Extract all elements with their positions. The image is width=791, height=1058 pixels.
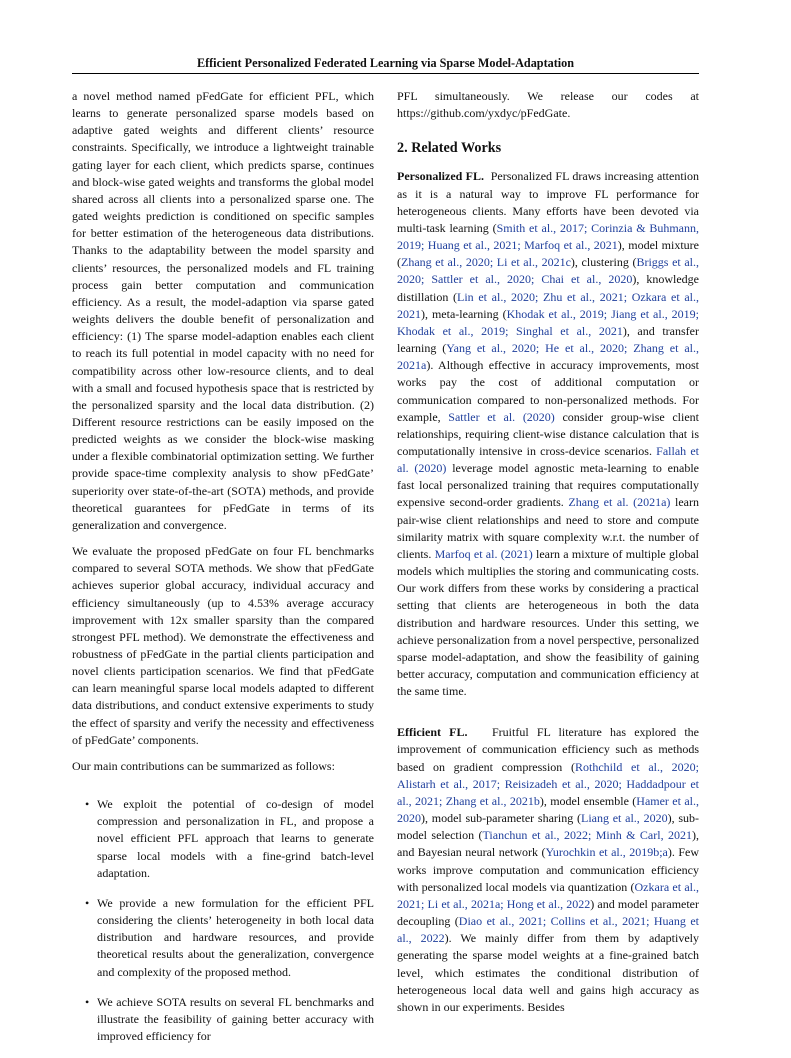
- citation-link[interactable]: Ozkara et al., 2021; Li et al., 2021a; Hong et al., 2022: [397, 879, 699, 911]
- pfl-text: consider group-wise client relationships, requiring client-wise distance calculation that is computationally intensive in cross-device scenarios.: [397, 409, 699, 458]
- bullet-marker: •: [85, 797, 90, 812]
- efl-text: Fruitful FL literature has explored the improvement of communication efficiency such as methods based on gradient compression (: [397, 725, 700, 774]
- contribution-text: We exploit the potential of co-design of model compression and personalization in FL, and propose a novel efficient PFL approach that learns to generate sparse local models with a fine-grind batch-level adaptation.: [97, 797, 374, 880]
- bullet-marker: •: [85, 895, 90, 910]
- citation-link[interactable]: Zhang et al. (2021a): [568, 495, 671, 510]
- efficient-fl-heading: Efficient FL.: [397, 725, 468, 740]
- citation-link[interactable]: Yang et al., 2020; He et al., 2020; Zhang et al., 2021a: [397, 341, 699, 373]
- efl-text: ). Few works improve computation and communication efficiency with personalized local models via quantization (: [397, 845, 699, 894]
- bullet-marker: •: [85, 994, 90, 1009]
- personalized-fl-paragraph: [397, 168, 699, 700]
- citation-link[interactable]: Zhang et al., 2020; Li et al., 2021c: [401, 255, 571, 270]
- citation-link[interactable]: Tianchun et al., 2022; Minh & Carl, 2021: [482, 828, 693, 843]
- citation-link[interactable]: Sattler et al. (2020): [448, 409, 555, 424]
- pfl-text: learn a mixture of multiple global models which multiplies the storing and communicating costs. Our work differs from these works by considering a practical setting that clients are heterogeneous in both the data distribution and hardware resources. Under this setting, we achieve personalization from a novel perspective, personalized sparse model-adaptation, and show the feasibility of gaining better accuracy, computation and communication efficiency at the same time.: [397, 546, 699, 699]
- contribution-item: [72, 796, 374, 882]
- intro-paragraph-1: a novel method named pFedGate for efficient PFL, which learns to generate personalized sparse models based on adaptive gated weights and different clients’ resource constraints. Specifically, we introduce a lightweight trainable gating layer for each client, which predicts sparse, continues and block-wise gated weights and transforms the global model shared across all clients into a personalized sparse one. The gated weights prediction is conditioned on specific samples for better estimation of the heterogeneous data distributions. Thanks to the adaptability between the model sparsity and clients’ resources, the personalized models and FL training process gain better computation and communication efficiency. As a result, the model-adaption via sparse gated weights delivers the double benefit of personalization and efficiency: (1) The sparse model-adaption enables each client to reach its full potential in model capacity with no need for compatibility across other low-resource clients, and to deal with a small and focused hypothesis space that is restricted by the personalized sparsity and the local data distribution. (2) Different resource restrictions can be easily imposed on the predicted weights as we consider the block-wise masking under a flexible combinatorial optimization setting. We further provide space-time complexity analysis to show pFedGate’ superiority over state-of-the-art (SOTA) methods, and provide theoretical guarantees for pFedGate in terms of its generalization and convergence.: [72, 89, 374, 532]
- contribution-item: [72, 895, 374, 981]
- citation-link[interactable]: Diao et al., 2021; Collins et al., 2021; Huang et al., 2022: [397, 914, 699, 946]
- citation-link[interactable]: Fallah et al. (2020): [397, 443, 700, 476]
- pfl-text: ), knowledge distillation (: [397, 272, 699, 304]
- efl-text: ), sub-model selection (: [397, 811, 699, 843]
- pfl-text: ), and transfer learning (: [397, 323, 699, 356]
- contribution-text: We achieve SOTA results on several FL benchmarks and illustrate the feasibility of gaining better accuracy with improved efficiency for: [97, 994, 374, 1043]
- contribution-text: We provide a new formulation for the efficient PFL considering the clients’ heterogeneity in both local data distribution and hardware resources, and provide theoretical results about the generalization, convergence and complexity of the proposed method.: [97, 895, 374, 979]
- citation-link[interactable]: Briggs et al., 2020; Sattler et al., 2020; Chai et al., 2020: [397, 255, 700, 287]
- citation-link[interactable]: Hamer et al., 2020: [397, 793, 699, 826]
- efficient-fl-paragraph: [397, 724, 699, 1016]
- efl-text: ), and Bayesian neural network (: [397, 828, 700, 860]
- citation-link[interactable]: Smith et al., 2017; Corinzia & Buhmann, 2019; Huang et al., 2021; Marfoq et al., 2021: [397, 220, 699, 253]
- pfl-text: leverage model agnostic meta-learning to enable fast local personalized training that requires computationally expensive second-order gradients.: [397, 461, 699, 510]
- contribution-item: [72, 994, 374, 1045]
- efl-text: ). We mainly differ from them by adaptively generating the sparse model weights at a fine-grained batch level, which estimates the conditional distribution of heterogeneous local data well and gains high accuracy as shown in our experiments. Besides: [397, 931, 699, 1014]
- citation-link[interactable]: Rothchild et al., 2020; Alistarh et al., 2017; Reisizadeh et al., 2020; Haddadpour et al., 2021; Zhang et al., 2021b: [397, 759, 699, 808]
- pfl-text: ), clustering (: [570, 255, 637, 270]
- pfl-text: ), model mixture (: [397, 238, 699, 270]
- citation-link[interactable]: Khodak et al., 2019; Jiang et al., 2019; Khodak et al., 2019; Singhal et al., 2021: [397, 306, 700, 338]
- pfl-text: ), meta-learning (: [421, 306, 507, 321]
- pfl-text: learn pair-wise client relationships and need to store and compute similarity matrix with square complexity w.r.t. the number of clients.: [397, 495, 700, 561]
- citation-link[interactable]: Lin et al., 2020; Zhu et al., 2021; Ozkara et al., 2021: [397, 289, 699, 321]
- running-title: Efficient Personalized Federated Learning via Sparse Model-Adaptation: [196, 56, 575, 70]
- citation-link[interactable]: Liang et al., 2020: [580, 811, 668, 826]
- continuation-paragraph: PFL simultaneously. We release our codes at https://github.com/yxdyc/pFedGate.: [397, 89, 699, 121]
- intro-paragraph-2: We evaluate the proposed pFedGate on four FL benchmarks compared to several SOTA methods. We show that pFedGate achieves superior global accuracy, individual accuracy and efficiency simultaneously (up to 4.53% average accuracy improvement with 12x smaller sparsity than the compared strongest PFL method). We demonstrate the effectiveness and robustness of pFedGate in the partial clients participation and novel clients participation scenarios. We find that pFedGate can learn meaningful sparse local models adapted to different data distributions, and conduct extensive experiments to study the effect of sparsity and verify the necessity and effectiveness of pFedGate’ components.: [72, 544, 374, 747]
- pfl-text: Personalized FL draws increasing attention as it is a natural way to improve FL performance for heterogeneous clients. Many efforts have been devoted via multi-task learning (: [397, 169, 699, 235]
- personalized-fl-heading: Personalized FL.: [397, 169, 485, 184]
- left-column: [72, 88, 374, 1058]
- pfl-text: ). Although effective in accuracy improvements, most works pay the cost of additional computation or communication compared to non-personalized methods. For example,: [397, 358, 699, 424]
- efl-text: ), model sub-parameter sharing (: [421, 811, 581, 826]
- contributions-intro: Our main contributions can be summarized as follows:: [72, 758, 335, 773]
- right-column: [397, 88, 699, 1016]
- section-title-related-works: 2. Related Works: [397, 140, 502, 157]
- citation-link[interactable]: Marfoq et al. (2021): [434, 546, 533, 561]
- contributions-list: [72, 796, 374, 1045]
- efl-text: ) and model parameter decoupling (: [397, 896, 700, 929]
- header-rule: [72, 73, 699, 74]
- citation-link[interactable]: Yurochkin et al., 2019b;a: [545, 845, 668, 860]
- efl-text: ), model ensemble (: [539, 793, 637, 808]
